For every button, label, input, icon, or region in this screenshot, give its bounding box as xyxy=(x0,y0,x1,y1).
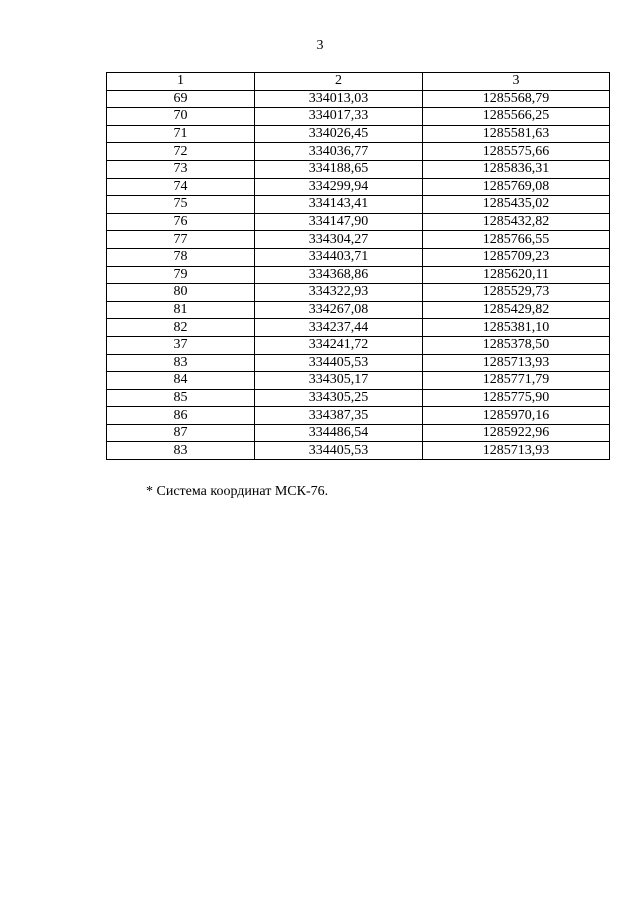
table-row xyxy=(107,372,610,390)
cell-point-number: 84 xyxy=(107,372,255,390)
cell-point-number: 86 xyxy=(107,407,255,425)
table-row xyxy=(107,319,610,337)
cell-x-coordinate: 334486,54 xyxy=(255,424,423,442)
table-row xyxy=(107,196,610,214)
table-row xyxy=(107,424,610,442)
cell-x-coordinate: 334368,86 xyxy=(255,266,423,284)
cell-y-coordinate: 1285922,96 xyxy=(423,424,610,442)
cell-y-coordinate: 1285970,16 xyxy=(423,407,610,425)
cell-x-coordinate: 334147,90 xyxy=(255,213,423,231)
cell-x-coordinate: 334304,27 xyxy=(255,231,423,249)
cell-x-coordinate: 334017,33 xyxy=(255,108,423,126)
cell-y-coordinate: 1285581,63 xyxy=(423,125,610,143)
cell-point-number: 73 xyxy=(107,160,255,178)
cell-x-coordinate: 334188,65 xyxy=(255,160,423,178)
table-row xyxy=(107,178,610,196)
cell-x-coordinate: 334036,77 xyxy=(255,143,423,161)
cell-x-coordinate: 334241,72 xyxy=(255,336,423,354)
table-row xyxy=(107,407,610,425)
cell-x-coordinate: 334143,41 xyxy=(255,196,423,214)
cell-y-coordinate: 1285713,93 xyxy=(423,354,610,372)
header-cell-x: 2 xyxy=(255,73,423,91)
cell-x-coordinate: 334013,03 xyxy=(255,90,423,108)
coordinates-table xyxy=(106,72,610,460)
cell-x-coordinate: 334267,08 xyxy=(255,301,423,319)
cell-point-number: 37 xyxy=(107,336,255,354)
table-row xyxy=(107,231,610,249)
table-row xyxy=(107,213,610,231)
cell-x-coordinate: 334322,93 xyxy=(255,284,423,302)
cell-y-coordinate: 1285378,50 xyxy=(423,336,610,354)
table-row xyxy=(107,143,610,161)
coordinates-table-body xyxy=(107,73,610,460)
cell-x-coordinate: 334403,71 xyxy=(255,248,423,266)
header-cell-point: 1 xyxy=(107,73,255,91)
cell-x-coordinate: 334299,94 xyxy=(255,178,423,196)
cell-point-number: 85 xyxy=(107,389,255,407)
cell-x-coordinate: 334305,25 xyxy=(255,389,423,407)
cell-point-number: 81 xyxy=(107,301,255,319)
cell-point-number: 77 xyxy=(107,231,255,249)
table-row xyxy=(107,160,610,178)
cell-y-coordinate: 1285771,79 xyxy=(423,372,610,390)
cell-point-number: 72 xyxy=(107,143,255,161)
page-number: 3 xyxy=(316,38,324,53)
cell-y-coordinate: 1285432,82 xyxy=(423,213,610,231)
table-row xyxy=(107,336,610,354)
cell-y-coordinate: 1285429,82 xyxy=(423,301,610,319)
cell-point-number: 83 xyxy=(107,354,255,372)
cell-point-number: 76 xyxy=(107,213,255,231)
cell-x-coordinate: 334405,53 xyxy=(255,354,423,372)
cell-y-coordinate: 1285566,25 xyxy=(423,108,610,126)
header-cell-y: 3 xyxy=(423,73,610,91)
cell-point-number: 74 xyxy=(107,178,255,196)
table-row xyxy=(107,266,610,284)
cell-point-number: 83 xyxy=(107,442,255,460)
cell-x-coordinate: 334305,17 xyxy=(255,372,423,390)
cell-y-coordinate: 1285568,79 xyxy=(423,90,610,108)
table-row xyxy=(107,301,610,319)
cell-point-number: 87 xyxy=(107,424,255,442)
table-header-row xyxy=(107,73,610,91)
table-row xyxy=(107,248,610,266)
cell-point-number: 70 xyxy=(107,108,255,126)
cell-y-coordinate: 1285836,31 xyxy=(423,160,610,178)
cell-y-coordinate: 1285529,73 xyxy=(423,284,610,302)
cell-point-number: 75 xyxy=(107,196,255,214)
table-row xyxy=(107,284,610,302)
cell-point-number: 69 xyxy=(107,90,255,108)
cell-point-number: 79 xyxy=(107,266,255,284)
cell-x-coordinate: 334405,53 xyxy=(255,442,423,460)
cell-point-number: 82 xyxy=(107,319,255,337)
table-row xyxy=(107,125,610,143)
table-row xyxy=(107,442,610,460)
cell-point-number: 80 xyxy=(107,284,255,302)
cell-y-coordinate: 1285709,23 xyxy=(423,248,610,266)
cell-y-coordinate: 1285769,08 xyxy=(423,178,610,196)
cell-y-coordinate: 1285713,93 xyxy=(423,442,610,460)
cell-point-number: 71 xyxy=(107,125,255,143)
cell-y-coordinate: 1285381,10 xyxy=(423,319,610,337)
cell-y-coordinate: 1285435,02 xyxy=(423,196,610,214)
cell-y-coordinate: 1285775,90 xyxy=(423,389,610,407)
cell-x-coordinate: 334237,44 xyxy=(255,319,423,337)
cell-x-coordinate: 334387,35 xyxy=(255,407,423,425)
cell-point-number: 78 xyxy=(107,248,255,266)
coordinate-system-footnote: * Система координат МСК-76. xyxy=(146,484,329,499)
table-row xyxy=(107,389,610,407)
cell-y-coordinate: 1285620,11 xyxy=(423,266,610,284)
table-row xyxy=(107,90,610,108)
cell-y-coordinate: 1285766,55 xyxy=(423,231,610,249)
cell-x-coordinate: 334026,45 xyxy=(255,125,423,143)
table-row xyxy=(107,354,610,372)
table-row xyxy=(107,108,610,126)
cell-y-coordinate: 1285575,66 xyxy=(423,143,610,161)
